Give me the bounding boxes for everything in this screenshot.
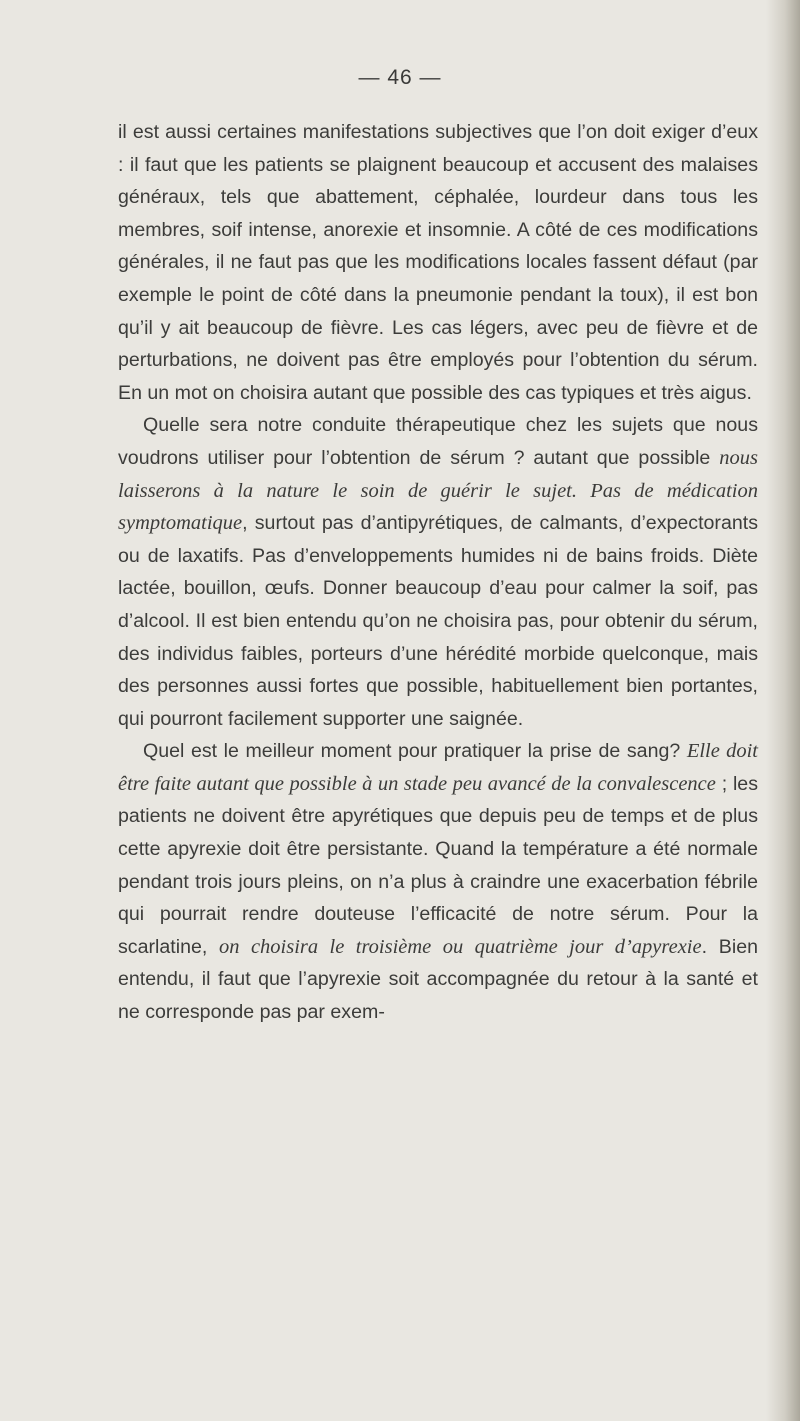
page-number: — 46 — <box>358 66 442 89</box>
italic-segment: on choisira le troisième ou quatrième jour d’apyrexie <box>219 935 702 958</box>
paragraph-2 <box>118 409 758 735</box>
text-segment: . Bien entendu, il faut que l’apyrexie soit accompagnée du retour à la santé et ne corresponde pas par exem- <box>118 935 758 1024</box>
paragraph-1 <box>118 116 758 409</box>
page-edge-shadow <box>766 0 800 1421</box>
text-segment: , surtout pas d’antipyrétiques, de calmants, d’expectorants ou de laxatifs. Pas d’enveloppements humides ni de bains froids. Diète lactée, bouillon, œufs. Donner beaucoup d’eau pour calmer la soif, pas d’alcool. Il est bien entendu qu’on ne choisira pas, pour obtenir du sérum, des individus faibles, porteurs d’une hérédité morbide quelconque, mais des personnes aussi fortes que possible, habituellement bien portantes, qui pourront facilement supporter une saignée. <box>118 512 758 730</box>
italic-segment: Elle doit être faite autant que possible à un stade peu avancé de la convalescence <box>118 740 758 795</box>
text-segment: il est aussi certaines manifestations subjectives que l’on doit exiger d’eux : il faut que les patients se plaignent beaucoup et accusent des malaises généraux, tels que abattement, céphalée, lourdeur dans tous les membres, soif intense, anorexie et insomnie. A côté de ces modifications générales, il ne faut pas que les modifications locales fassent défaut (par exemple le point de côté dans la pneumonie pendant la toux), il est bon qu’il y ait beaucoup de fièvre. Les cas légers, avec peu de fièvre et de perturbations, ne doivent pas être employés pour l’obtention du sérum. En un mot on choisira autant que possible des cas typiques et très aigus. <box>118 121 758 404</box>
body-text <box>118 116 758 1029</box>
italic-segment: nous laisserons à la nature le soin de guérir le sujet. Pas de médication symptomatique <box>118 446 758 535</box>
text-segment: Quel est le meilleur moment pour pratiquer la prise de sang? <box>143 740 687 763</box>
paragraph-3 <box>118 735 758 1028</box>
text-segment: ; les patients ne doivent être apyrétiques que depuis peu de temps et de plus cette apyrexie doit être persistante. Quand la température a été normale pendant trois jours pleins, on n’a plus à craindre une exacerbation fébrile qui pourrait rendre douteuse l’efficacité de notre sérum. Pour la scarlatine, <box>118 772 758 958</box>
text-segment: Quelle sera notre conduite thérapeutique chez les sujets que nous voudrons utiliser pour l’obtention de sérum ? autant que possible <box>118 414 758 469</box>
